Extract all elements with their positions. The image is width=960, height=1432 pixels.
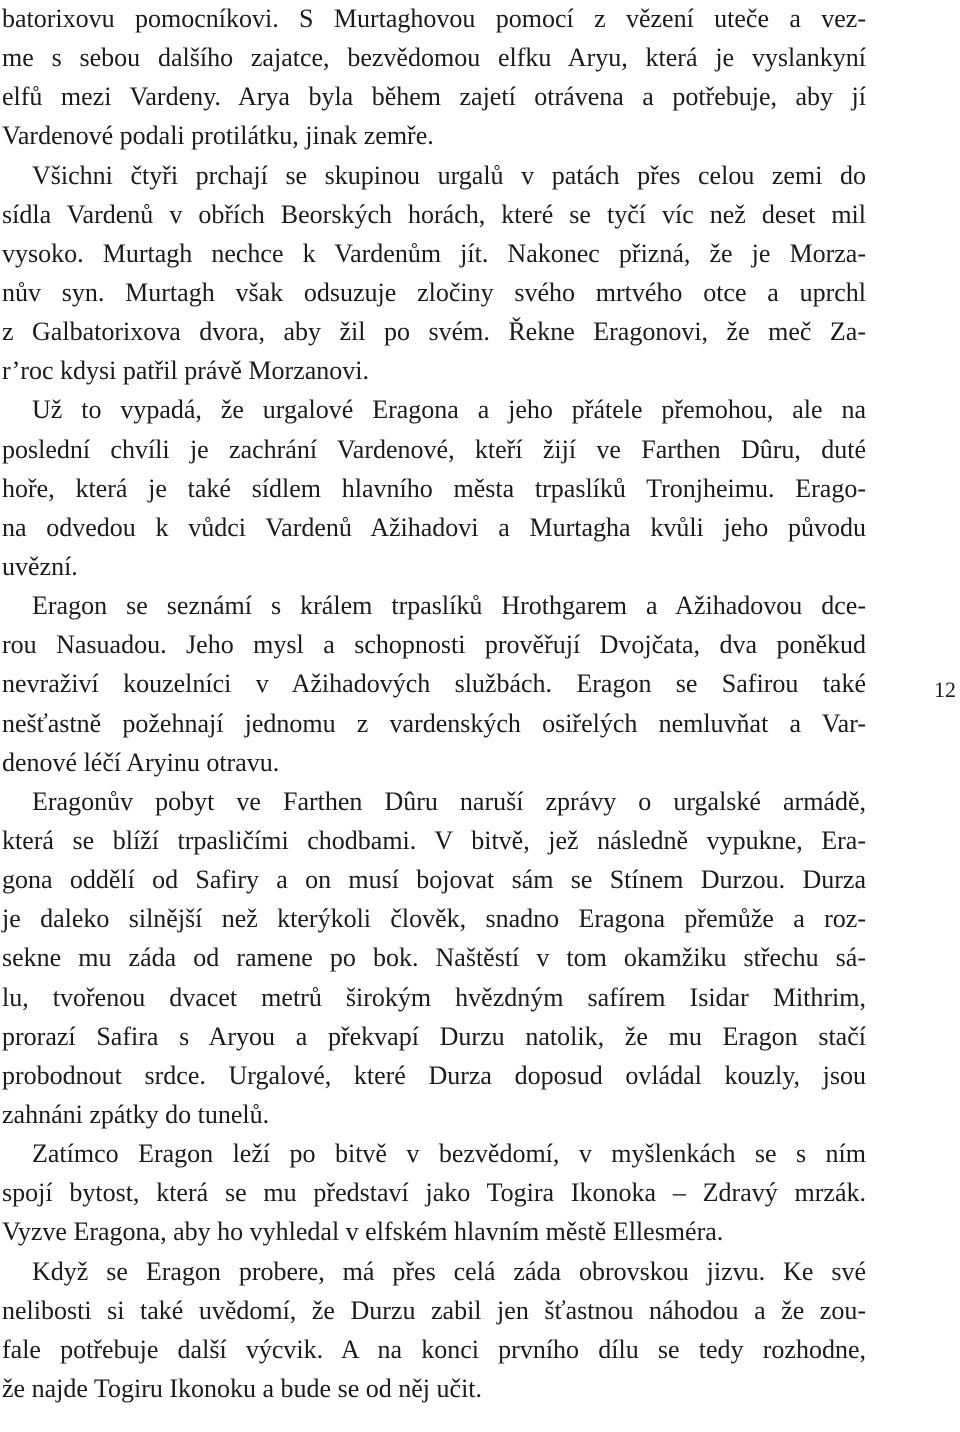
text-line: že najde Togiru Ikonoku a bude se od něj učit.: [2, 1373, 483, 1403]
text-line: r’roc kdysi patřil právě Morzanovi.: [2, 356, 370, 386]
text-line: která se blíží trpasličími chodbami. V bitvě, jež následně vypukne, Era-: [2, 825, 866, 855]
body-text: [2, 0, 866, 1408]
text-line: nelibosti si také uvědomí, že Durzu zabil jen šťastnou náhodou a že zou-: [2, 1295, 866, 1325]
text-line: je daleko silnější než kterýkoli člověk, snadno Eragona přemůže a roz-: [2, 904, 866, 934]
text-line: fale potřebuje další výcvik. A na konci prvního dílu se tedy rozhodne,: [2, 1334, 866, 1364]
text-line: Vardenové podali protilátku, jinak zemře.: [2, 121, 434, 151]
text-line: Vyzve Eragona, aby ho vyhledal v elfském hlavním městě Ellesméra.: [2, 1217, 724, 1247]
text-line: batorixovu pomocníkovi. S Murtaghovou pomocí z vězení uteče a vez-: [2, 4, 866, 33]
text-line: Eragonův pobyt ve Farthen Dûru naruší zprávy o urgalské armádě,: [32, 786, 866, 816]
text-line: lu, tvořenou dvacet metrů širokým hvězdným safírem Isidar Mithrim,: [2, 982, 866, 1012]
paragraph: [2, 0, 866, 156]
text-line: nův syn. Murtagh však odsuzuje zločiny svého mrtvého otce a uprchl: [2, 277, 866, 307]
text-line: spojí bytost, která se mu představí jako Togira Ikonoka – Zdravý mrzák.: [2, 1178, 866, 1208]
text-line: nešťastně požehnají jednomu z vardenských osiřelých nemluvňat a Var-: [2, 708, 866, 738]
paragraph: [2, 782, 866, 1134]
text-line: zahnáni zpátky do tunelů.: [2, 1099, 270, 1129]
text-line: uvězní.: [2, 551, 78, 581]
text-line: na odvedou k vůdci Vardenů Ažihadovi a Murtagha kvůli jeho původu: [2, 512, 866, 542]
text-line: Eragon se seznámí s králem trpaslíků Hrothgarem a Ažihadovou dce-: [32, 591, 866, 621]
text-line: sekne mu záda od ramene po bok. Naštěstí v tom okamžiku střechu sá-: [2, 943, 866, 973]
page-number: 12: [934, 677, 956, 702]
text-line: gona oddělí od Safiry a on musí bojovat sám se Stínem Durzou. Durza: [2, 865, 866, 895]
text-line: denové léčí Aryinu otravu.: [2, 747, 280, 777]
text-line: Když se Eragon probere, má přes celá záda obrovskou jizvu. Ke své: [32, 1256, 866, 1286]
text-line: nevraživí kouzelníci v Ažihadových službách. Eragon se Safirou také: [2, 669, 866, 699]
text-line: probodnout srdce. Urgalové, které Durza doposud ovládal kouzly, jsou: [2, 1060, 866, 1090]
text-line: vysoko. Murtagh nechce k Vardenům jít. Nakonec přizná, že je Morza-: [2, 238, 866, 268]
text-line: Zatímco Eragon leží po bitvě v bezvědomí, v myšlenkách se s ním: [32, 1139, 866, 1169]
text-line: Všichni čtyři prchají se skupinou urgalů v patách přes celou zemi do: [32, 160, 866, 190]
text-line: z Galbatorixova dvora, aby žil po svém. Řekne Eragonovi, že meč Za-: [2, 317, 866, 347]
paragraph: [2, 390, 866, 586]
text-line: rou Nasuadou. Jeho mysl a schopnosti prověřují Dvojčata, dva poněkud: [2, 630, 866, 660]
text-line: elfů mezi Vardeny. Arya byla během zajetí otrávena a potřebuje, aby jí: [2, 82, 866, 112]
text-line: poslední chvíli je zachrání Vardenové, kteří žijí ve Farthen Dûru, duté: [2, 434, 866, 464]
paragraph: [2, 1134, 866, 1251]
text-line: me s sebou dalšího zajatce, bezvědomou elfku Aryu, která je vyslankyní: [2, 43, 866, 73]
paragraph: [2, 586, 866, 782]
text-line: hoře, která je také sídlem hlavního města trpaslíků Tronjheimu. Erago-: [2, 473, 866, 503]
paragraph: [2, 156, 866, 391]
text-line: prorazí Safira s Aryou a překvapí Durzu natolik, že mu Eragon stačí: [2, 1021, 866, 1051]
paragraph: [2, 1252, 866, 1409]
text-line: sídla Vardenů v obřích Beorských horách, které se tyčí víc než deset mil: [2, 199, 866, 229]
text-line: Už to vypadá, že urgalové Eragona a jeho přátele přemohou, ale na: [32, 395, 866, 425]
